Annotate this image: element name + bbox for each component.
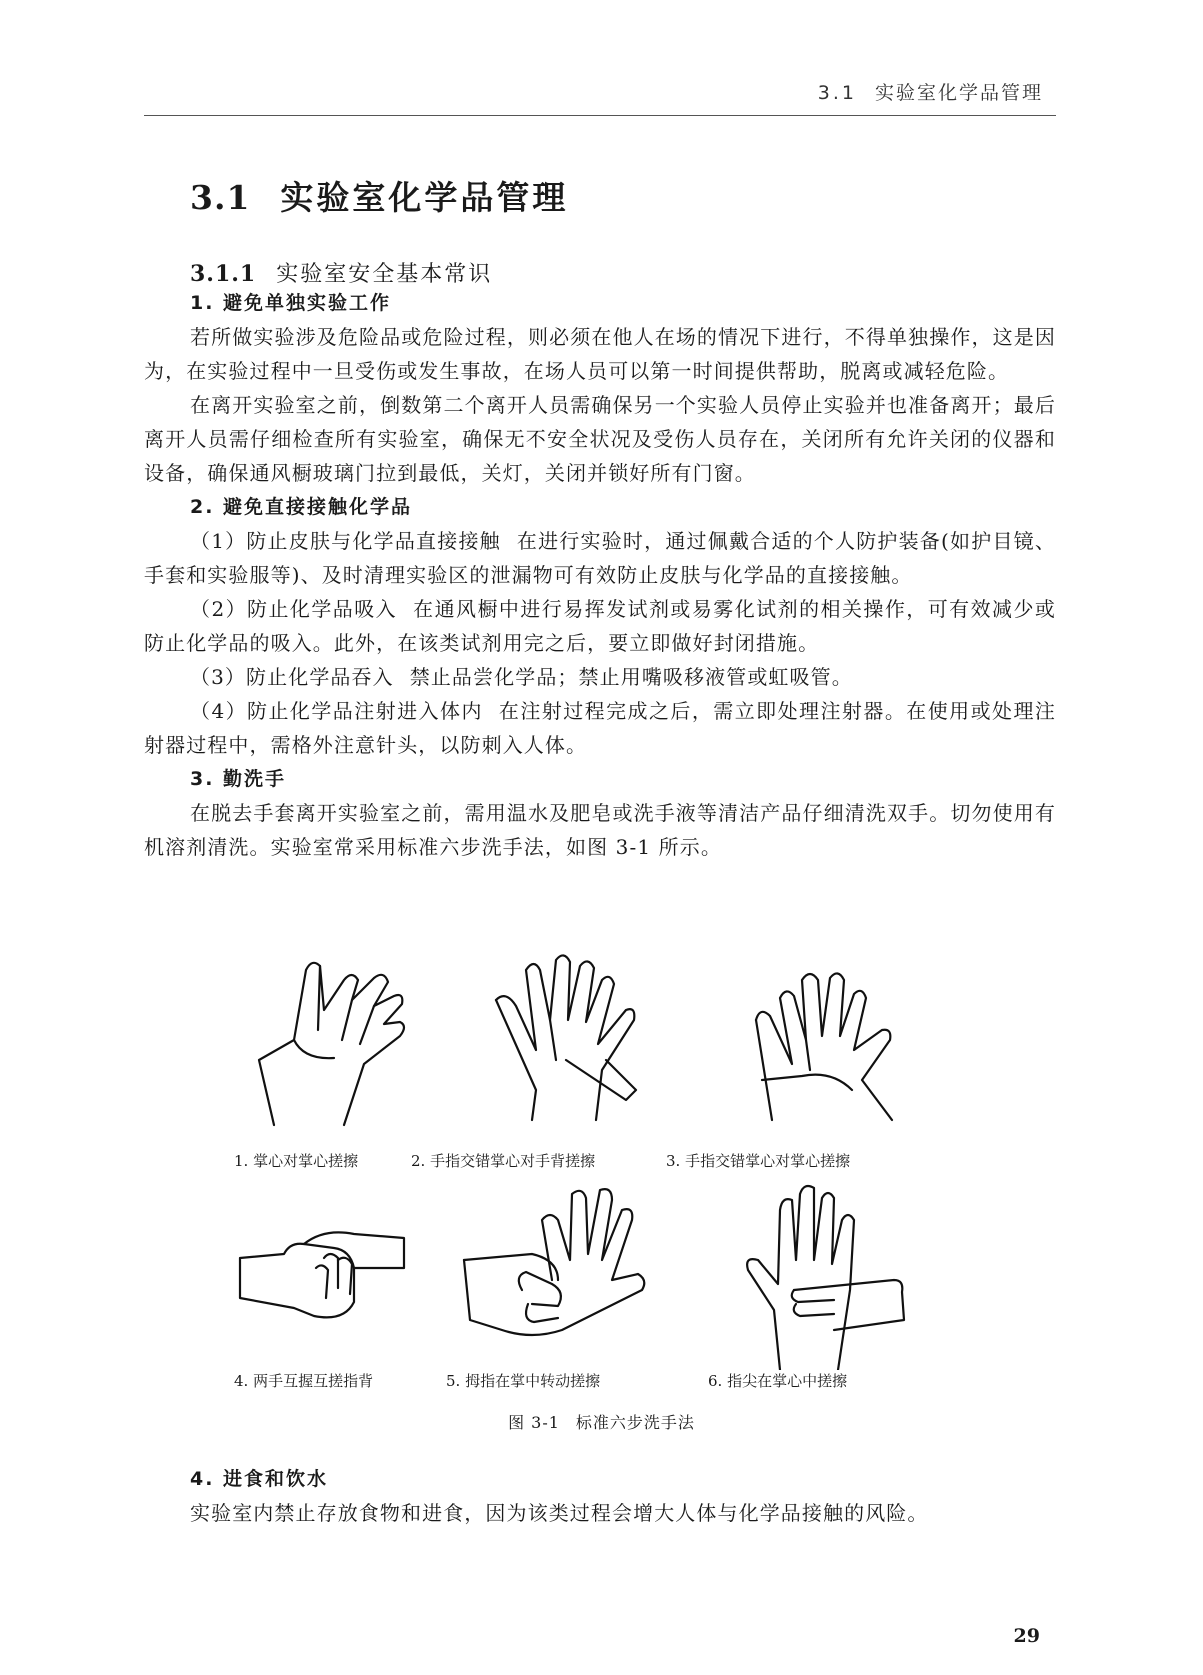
item-text: 禁止品尝化学品；禁止用嘴吸移液管或虹吸管。 (409, 665, 853, 689)
section-title (190, 172, 568, 219)
paragraph-item (144, 660, 1056, 694)
item-lead: （3）防止化学品吞入 (190, 665, 394, 689)
step-caption: 2. 手指交错掌心对手背搓擦 (411, 1152, 596, 1170)
paragraph-item (144, 592, 1056, 660)
paragraph-item (144, 694, 1056, 762)
subsection-title (190, 257, 492, 288)
item-lead: （1）防止皮肤与化学品直接接触 (190, 529, 501, 553)
item-text: 在注射过程完成之后，需立即处理注射器。在使用或处理注射器过程中，需格外注意针头，以防刺入人体。 (144, 699, 1056, 757)
step-caption: 1. 掌心对掌心搓擦 (234, 1152, 359, 1170)
heading-avoid-working-alone: 1. 避免单独实验工作 (190, 292, 392, 314)
handwashing-figure (144, 940, 1056, 1440)
paragraph: 在脱去手套离开实验室之前，需用温水及肥皂或洗手液等清洁产品仔细清洗双手。切勿使用有机溶剂清洗。实验室常采用标准六步洗手法，如图 3-1 所示。 (144, 801, 1056, 859)
header-rule (144, 115, 1056, 116)
hands-interlocked-fingers-illustration (234, 1198, 424, 1388)
step-caption: 5. 拇指在掌中转动搓擦 (446, 1372, 601, 1390)
hands-interlaced-back-illustration (476, 940, 666, 1130)
hands-fingertips-in-palm-illustration (734, 1180, 924, 1370)
section-title-text: 实验室化学品管理 (280, 178, 569, 217)
subsection-title-text: 实验室安全基本常识 (276, 262, 493, 287)
hands-thumb-rotation-illustration (462, 1180, 652, 1370)
step-caption: 6. 指尖在掌心中搓擦 (708, 1372, 848, 1390)
step-caption: 4. 两手互握互搓指背 (234, 1372, 374, 1390)
subsection-number: 3.1.1 (190, 261, 257, 287)
hands-interlaced-palm-illustration (742, 940, 932, 1130)
heading-wash-hands: 3. 勤洗手 (190, 768, 287, 790)
body-text-bottom (144, 1462, 1056, 1530)
heading-avoid-direct-contact: 2. 避免直接接触化学品 (190, 496, 413, 518)
step-caption: 3. 手指交错掌心对掌心搓擦 (666, 1152, 851, 1170)
figure-caption (0, 1410, 1203, 1433)
paragraph: 实验室内禁止存放食物和进食，因为该类过程会增大人体与化学品接触的风险。 (190, 1501, 929, 1525)
running-header-number: 3.1 (817, 82, 857, 104)
item-lead: （4）防止化学品注射进入体内 (190, 699, 483, 723)
figure-caption-number: 图 3-1 (508, 1413, 560, 1432)
section-number: 3.1 (190, 178, 251, 217)
running-header (818, 78, 1043, 105)
figure-caption-text: 标准六步洗手法 (575, 1413, 695, 1432)
running-header-title: 实验室化学品管理 (874, 82, 1043, 104)
paragraph: 在离开实验室之前，倒数第二个离开人员需确保另一个实验人员停止实验并也准备离开；最后离开人员需仔细检查所有实验室，确保无不安全状况及受伤人员存在，关闭所有允许关闭的仪器和设备，确保通风橱玻璃门拉到最低，关灯，关闭并锁好所有门窗。 (144, 393, 1056, 485)
item-text: 在通风橱中进行易挥发试剂或易雾化试剂的相关操作，可有效减少或防止化学品的吸入。此外，在该类试剂用完之后，要立即做好封闭措施。 (144, 597, 1057, 655)
paragraph: 若所做实验涉及危险品或危险过程，则必须在他人在场的情况下进行，不得单独操作，这是因为，在实验过程中一旦受伤或发生事故，在场人员可以第一时间提供帮助，脱离或减轻危险。 (144, 325, 1056, 383)
item-lead: （2）防止化学品吸入 (190, 597, 398, 621)
paragraph-item (144, 524, 1056, 592)
body-text-top (144, 286, 1056, 864)
item-text: 在进行实验时，通过佩戴合适的个人防护装备(如护目镜、手套和实验服等)、及时清理实验区的泄漏物可有效防止皮肤与化学品的直接接触。 (144, 529, 1056, 587)
heading-eating-drinking: 4. 进食和饮水 (190, 1468, 329, 1490)
hands-palm-to-palm-illustration (234, 940, 424, 1130)
page-number: 29 (1013, 1625, 1040, 1647)
